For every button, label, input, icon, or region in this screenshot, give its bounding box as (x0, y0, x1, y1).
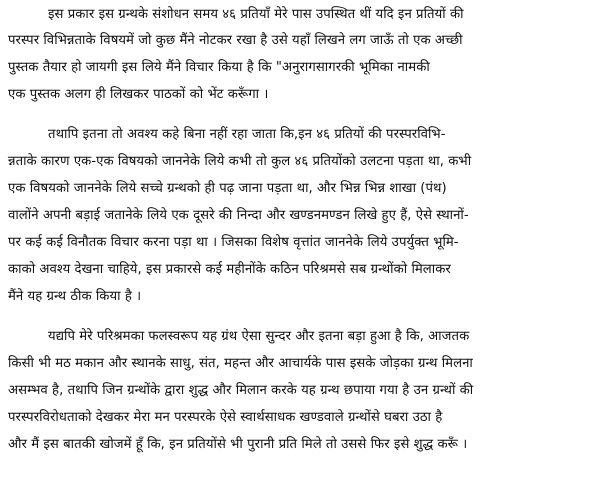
text-line: एक पुस्तक अलग ही लिखकर पाठकों को भेंट करूँगा । (8, 87, 269, 102)
text-line: यद्यपि मेरे परिश्रमका फलस्वरूप यह ग्रंथ ऐसा सुन्दर और इतना बड़ा हुआ है कि, आजतक (48, 329, 470, 344)
text-line: किसी भी मठ मकान और स्थानके साधु, संत, महन्त और आचार्यके पास इसके जोड़का ग्रन्थ मिलना (8, 356, 473, 371)
text-line: मैंने यह ग्रन्थ ठीक किया है । (8, 289, 142, 304)
text-line: असम्भव है, तथापि जिन ग्रन्थोंके द्वारा शुद्ध और मिलान करके यह ग्रन्थ छपाया गया है उन ग्रन्थों की (8, 383, 474, 398)
text-line: न्नताके कारण एक-एक विषयको जाननेके लिये कभी तो कुल ४६ प्रतियोंको उलटना पड़ता था, कभी (8, 154, 472, 169)
text-line: पर कई कई विनौतक विचार करना पड़ा था । जिसका विशेष वृत्तांत जाननेके लिये उपर्युक्त भूमि- (8, 235, 459, 250)
text-line: और मैं इस बातकी खोजमें हूँ कि, इन प्रतियोंसे भी पुरानी प्रति मिले तो उससे फिर इसे शुद्ध करूँ । (8, 437, 468, 452)
text-line: वालोंने अपनी बड़ाई जतानेके लिये एक दूसरे की निन्दा और खण्डनमण्डन लिखे हुए हैं, ऐसे स्थानों- (8, 208, 469, 223)
text-line: काको अवश्य देखना चाहिये, इस प्रकारसे कई महीनोंके कठिन परिश्रमसे सब ग्रन्थोंको मिलाकर (8, 262, 451, 277)
text-line: तथापि इतना तो अवश्य कहे बिना नहीं रहा जाता कि,इन ४६ प्रतियों की परस्परविभि- (48, 127, 446, 142)
text-line: एक विषयको जाननेके लिये सच्चे ग्रन्थको ही पढ़ जाना पड़ता था, और भिन्न भिन्न शाखा (पंथ) (8, 181, 447, 196)
text-line: परस्परविरोधताको देखकर मेरा मन परस्परके ऐसे स्वार्थसाधक खण्डवाले ग्रन्थोंसे घबरा उठा है (8, 410, 443, 425)
text-line: परस्पर विभिन्नताके विषयमें जो कुछ मैंने नोटकर रखा है उसे यहाँ लिखने लग जाऊँ तो एक अच्छी (8, 33, 463, 48)
text-line: पुस्तक तैयार हो जायगी इस लिये मैंने विचार किया है कि "अनुरागसागरकी भूमिका नामकी (8, 60, 430, 75)
text-line: इस प्रकार इस ग्रन्थके संशोधन समय ४६ प्रतियाँ मेरे पास उपस्थित थीं यदि इन प्रतियों की (48, 7, 464, 22)
